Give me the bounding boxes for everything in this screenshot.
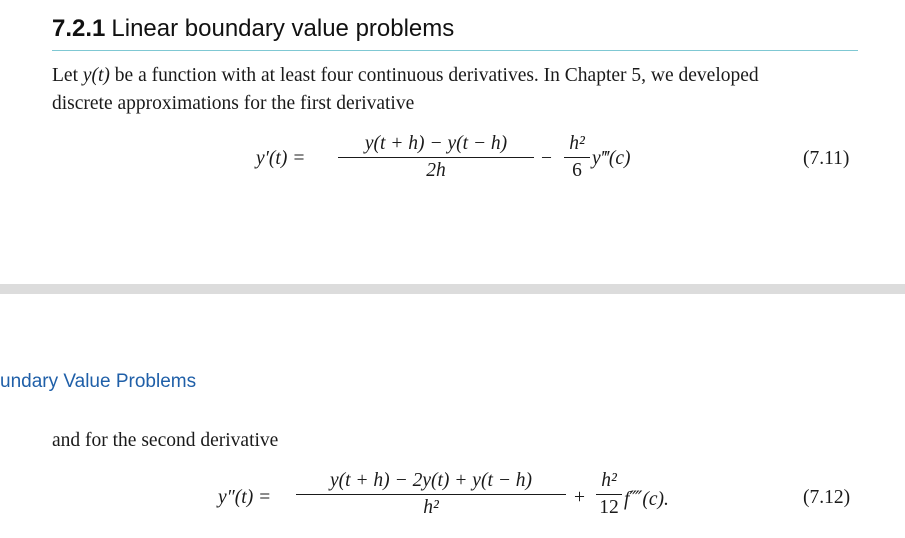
eq711-term: y‴(c) [592, 148, 631, 169]
running-head: undary Value Problems [0, 371, 197, 392]
para1-line2: discrete approximations for the first derivative [52, 93, 415, 114]
eq712-fraction-bar [296, 494, 566, 495]
eq711-denominator: 2h [426, 160, 446, 181]
eq712-fraction [296, 470, 566, 519]
eq712-number: (7.12) [803, 487, 851, 508]
eq712-coefficient [596, 470, 622, 519]
eq711-numerator: y(t + h) − y(t − h) [364, 133, 508, 154]
eq711-number: (7.11) [803, 148, 850, 169]
paragraph-2: and for the second derivative [52, 430, 279, 451]
eq712-term: f⁗(c). [624, 489, 669, 510]
eq711-coef-num: h² [569, 133, 585, 154]
para1-text-b: be a function with at least four continuous derivatives. In Chapter 5, we developed [109, 65, 759, 86]
eq712-lhs: y″(t) = [218, 487, 272, 508]
eq712-operator: + [574, 487, 585, 508]
eq712-coef-den: 12 [599, 497, 619, 518]
eq712-denominator: h² [423, 497, 439, 518]
para1-variable: y(t) [82, 65, 110, 86]
eq712-coef-num: h² [601, 470, 617, 491]
eq711-coef-den: 6 [572, 160, 582, 181]
section-number: 7.2.1 [52, 15, 106, 42]
section-title: Linear boundary value problems [111, 15, 455, 42]
eq712-numerator: y(t + h) − 2y(t) + y(t − h) [329, 470, 533, 491]
para1-text-a: Let [52, 65, 83, 86]
eq711-lhs: y′(t) = [256, 148, 306, 169]
eq711-operator: − [541, 148, 552, 169]
eq712-coef-bar [596, 494, 622, 495]
